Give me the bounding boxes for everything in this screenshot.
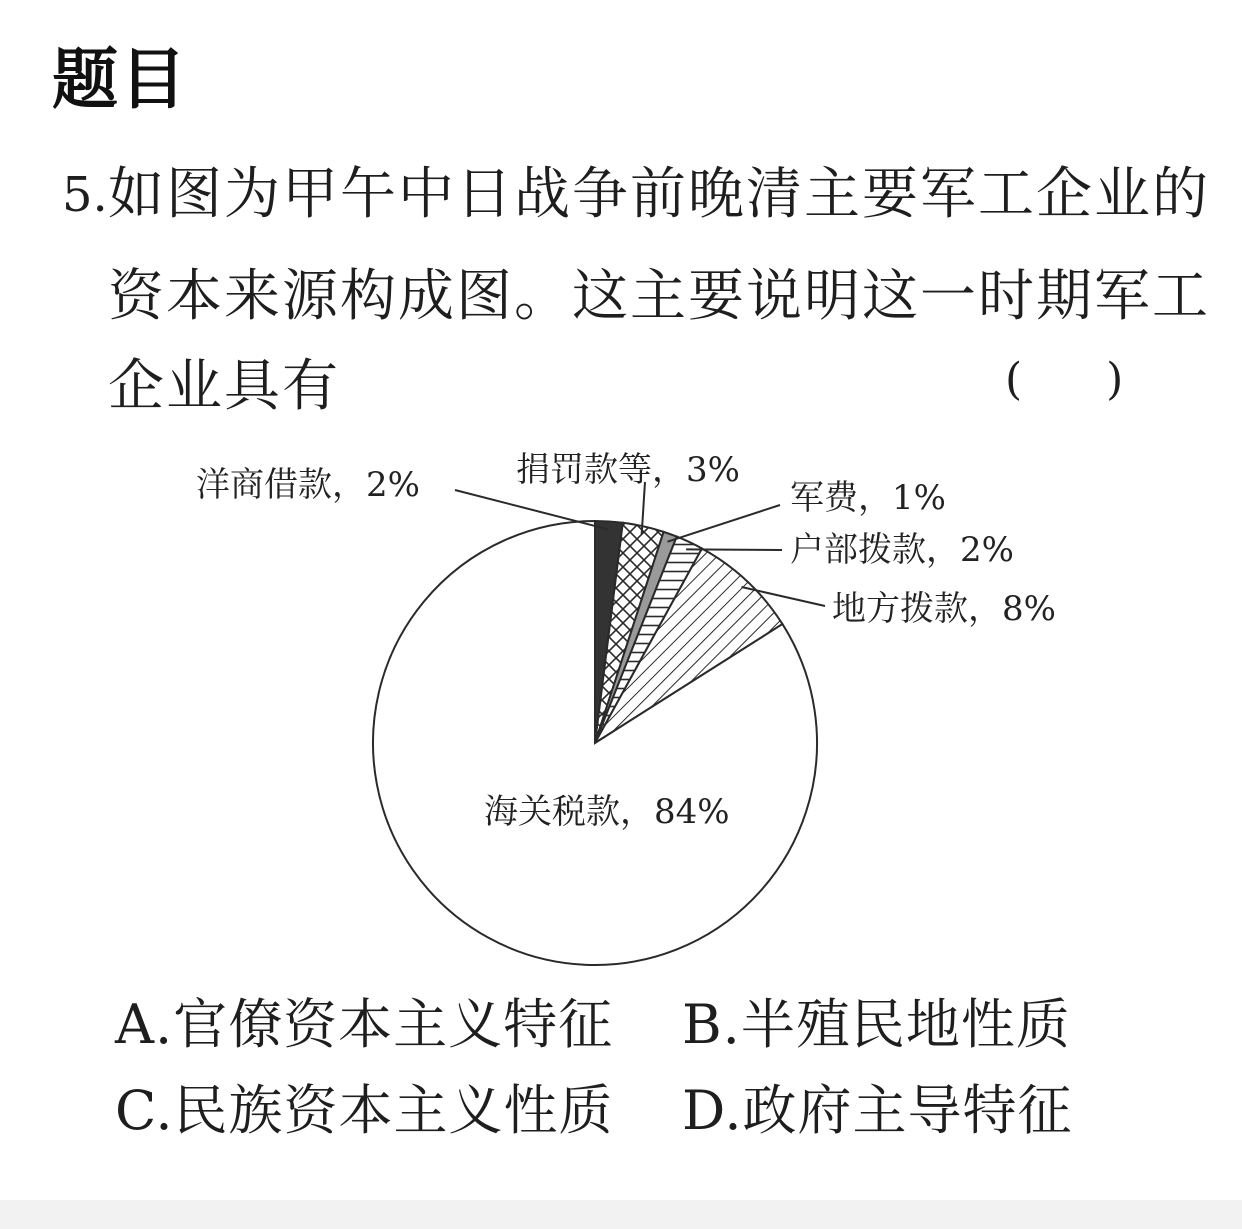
leader-line-3 bbox=[667, 505, 780, 542]
question-number: 5. bbox=[62, 167, 108, 223]
option-a[interactable]: A.官僚资本主义特征 bbox=[115, 993, 614, 1056]
slice-label-3: 军费，1% bbox=[790, 478, 946, 518]
question-line-2: 资本来源构成图。这主要说明这一时期军工 bbox=[108, 264, 1210, 329]
answer-blank: ( ) bbox=[1005, 354, 1124, 405]
question-line-3: 企业具有 bbox=[108, 354, 340, 419]
slice-label-5: 地方拨款，8% bbox=[832, 589, 1056, 629]
slice-label-6: 海关税款，84% bbox=[484, 792, 730, 832]
leader-line-4 bbox=[686, 549, 782, 550]
question-line-1: 如图为甲午中日战争前晚清主要军工企业的 bbox=[108, 162, 1210, 227]
footer-strip bbox=[0, 1200, 1242, 1229]
option-b[interactable]: B.半殖民地性质 bbox=[682, 993, 1071, 1056]
slice-label-2: 捐罚款等，3% bbox=[516, 450, 740, 490]
slice-label-4: 户部拨款，2% bbox=[790, 530, 1014, 570]
option-d[interactable]: D.政府主导特征 bbox=[682, 1079, 1073, 1142]
slice-label-1: 洋商借款，2% bbox=[196, 465, 420, 505]
leader-line-1 bbox=[455, 490, 608, 529]
option-c[interactable]: C.民族资本主义性质 bbox=[115, 1079, 614, 1142]
page-heading: 题目 bbox=[52, 41, 188, 118]
